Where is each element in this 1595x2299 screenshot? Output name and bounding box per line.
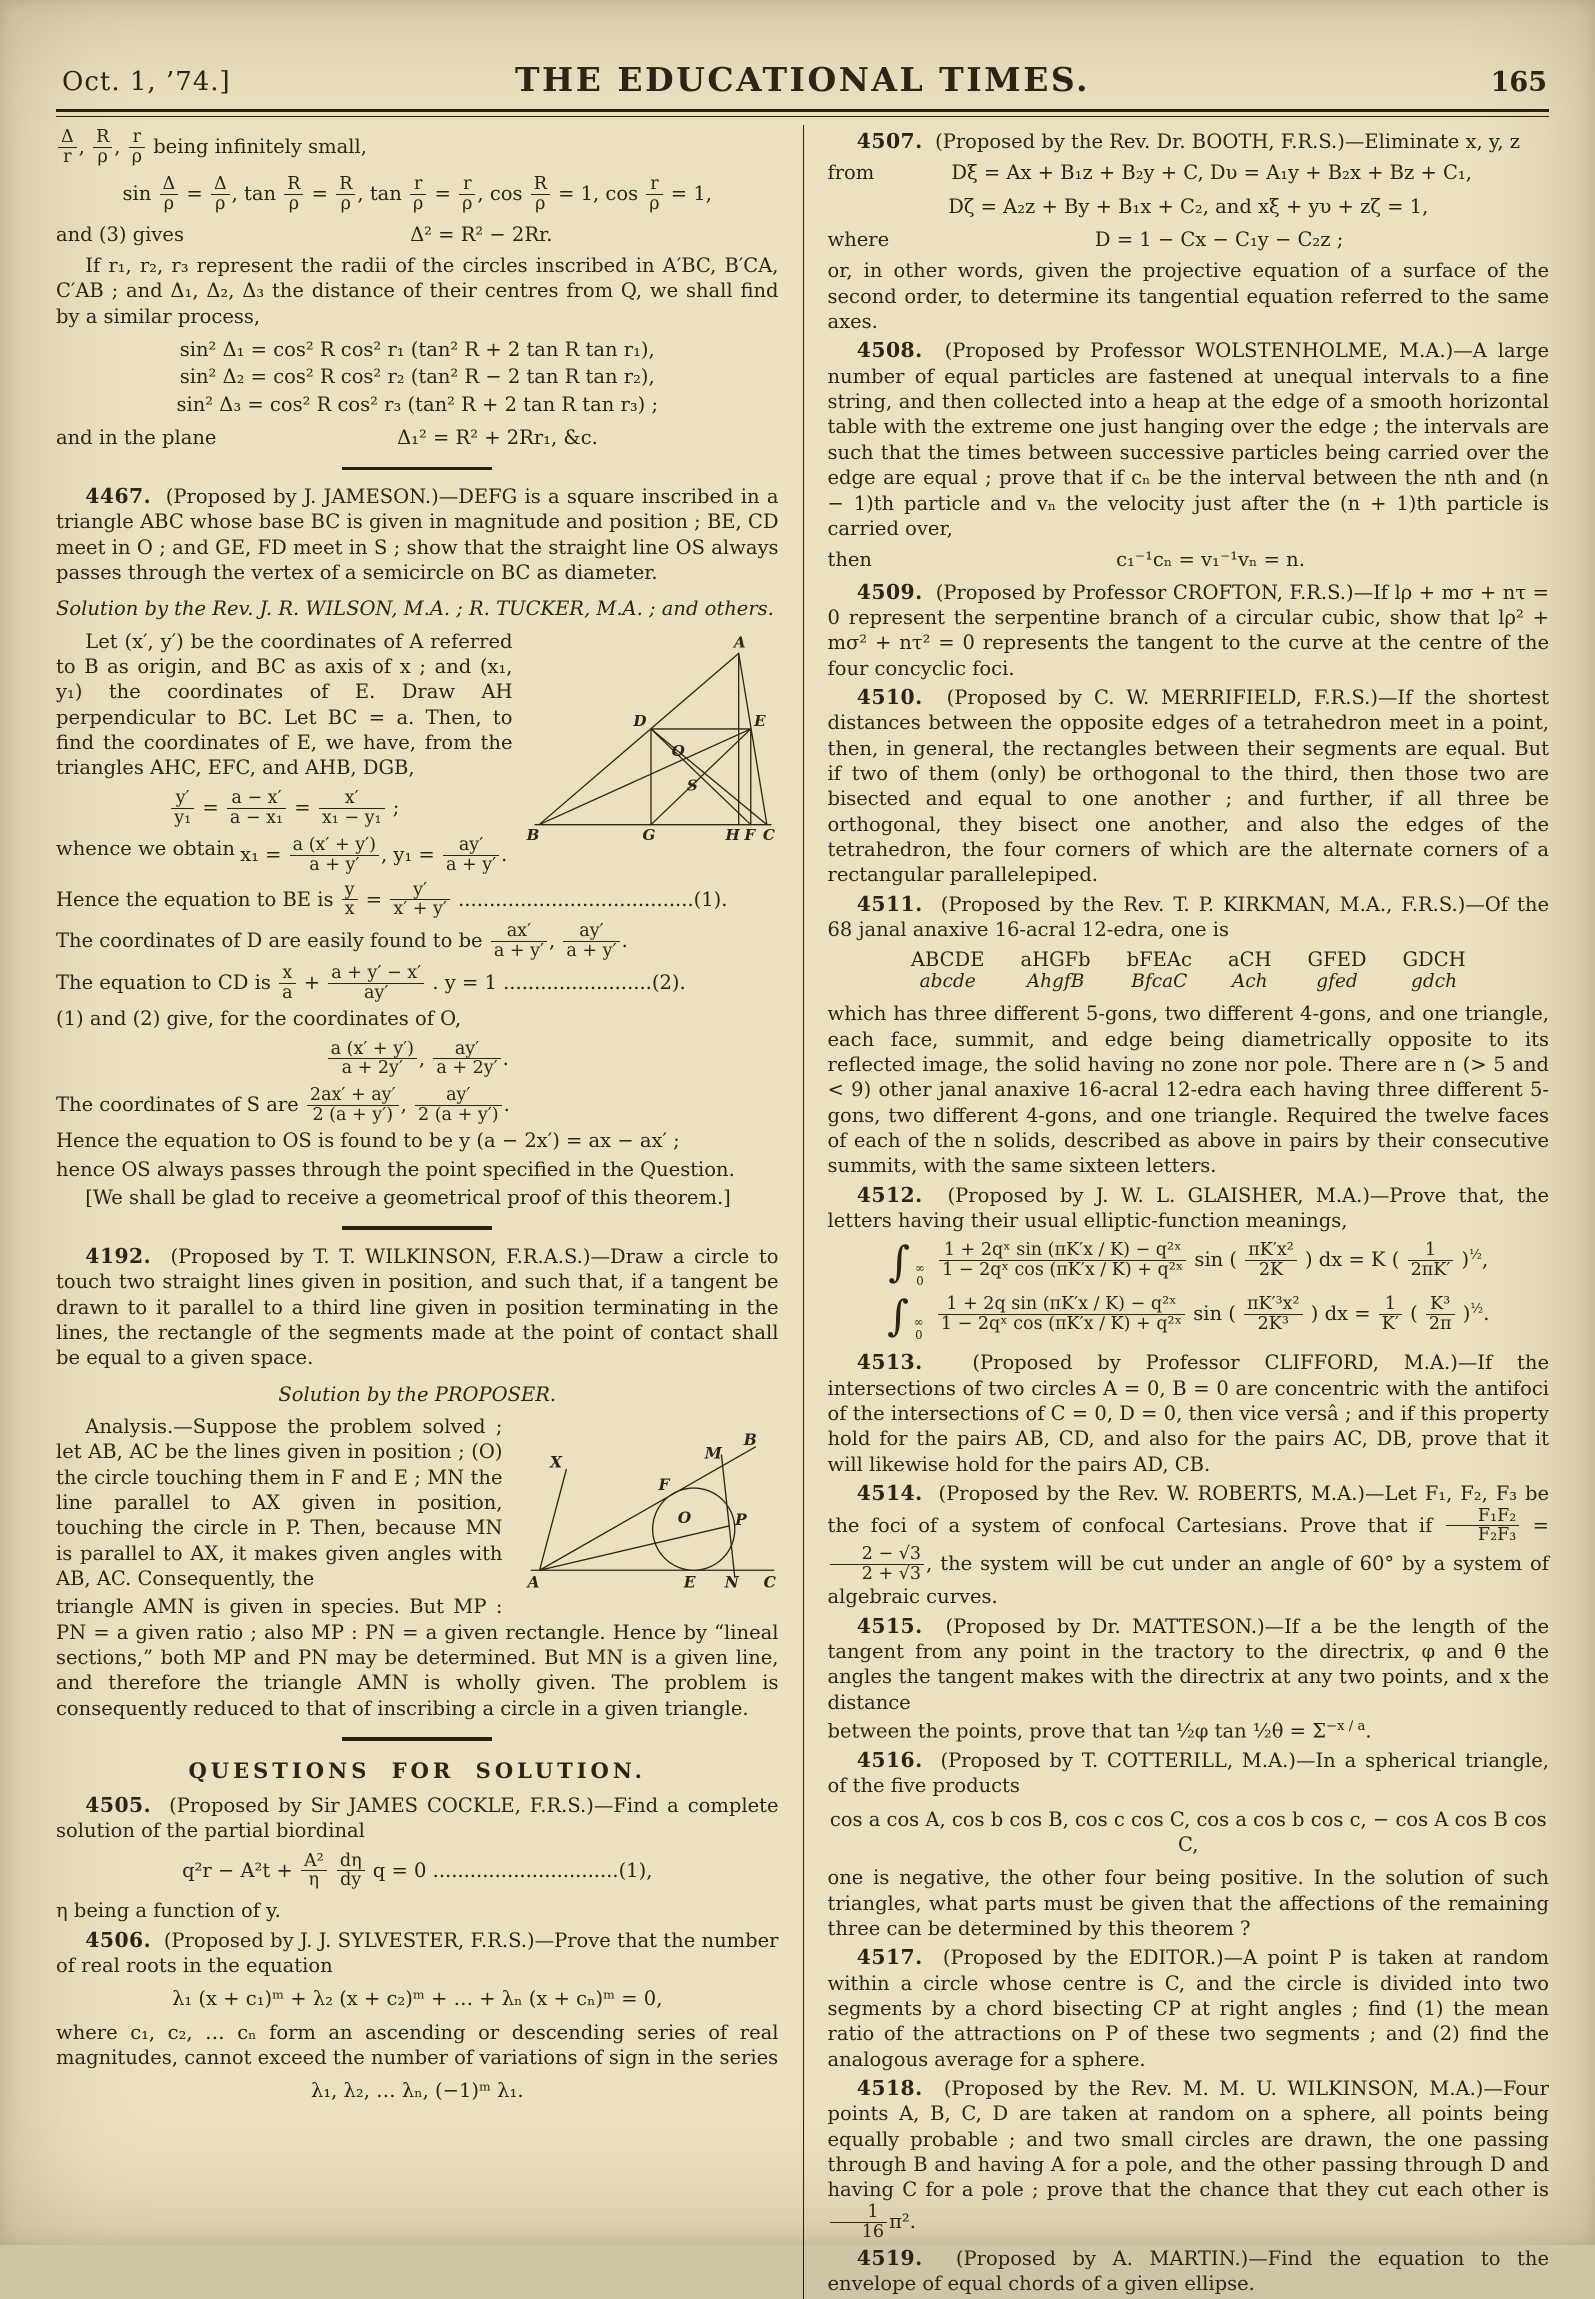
solution-byline: Solution by the Rev. J. R. WILSON, M.A. ; R. TUCKER, M.A. ; and others. — [56, 597, 774, 621]
paragraph: one is negative, the other four being positive. In the solution of such triangles, what parts must be given that the affections of the remaining three can be determined by this theorem ? — [827, 1866, 1549, 1940]
display-equation: ∫ ∞ 0 $\frac{\text{1 + 2q sin (πK′x ∕ K) − q²ˣ}}{\text{1 − 2qˣ cos (πK′x ∕ K) + q²ˣ}}$ sin ( $\frac{\text{πK′³x²}}{\text{2K³}}$ ) dx = $\frac{1}{K'}$ ( $\frac{\text{K³}}{2\pi}$ )$^{\frac{1}{2}}$. — [887, 1290, 1490, 1342]
problem-4514: 4514. (Proposed by the Rev. W. ROBERTS, M.A.)—Let F₁, F₂, F₃ be the foci of a system of confocal Cartesians. Prove that if $\frac{\text{F₁F₂}}{\text{F₂F₃}}$ = $\frac{2 - √3}{2 + √3}$ , the system will be cut under an angle of 60° by a system of algebraic curves. — [827, 1481, 1549, 1609]
point-label-X: X — [549, 1453, 562, 1472]
problem-4508: 4508. (Proposed by Professor WOLSTENHOLME, M.A.)—A large number of equal particles are fastened at unequal intervals to a fine string, and then collected into a heap at the edge of a smooth horizontal table with the extreme one just hanging over the edge ; the intervals are such that the times between successive particles being carried over the edge are equal ; prove that if cₙ be the interval between the nth and (n − 1)th particle and vₙ the velocity just after the (n + 1)th particle is carried over, — [827, 338, 1549, 540]
display-equation: $\frac{a (x' + y')}{a + 2y'}$ , $\frac{ay'}{a + 2y'}$ . — [56, 1040, 779, 1079]
problem-4509: 4509. (Proposed by Professor CROFTON, F.R.S.)—If lρ + mσ + nτ = 0 represent the serpentine branch of a circular cubic, show that lρ² + mσ² + nτ² = 0 represents the tangent to the curve at the centre of the four concyclic foci. — [827, 579, 1549, 680]
paragraph: between the points, prove that tan ½φ tan ½θ = $\Sigma^{-x ∕ a}$. — [827, 1719, 1372, 1743]
display-equation: Dζ = A₂z + By + B₁x + C₂, and xξ + yυ + zζ = 1, — [948, 194, 1429, 218]
problem-4515: 4515. (Proposed by Dr. MATTESON.)—If a be the length of the tangent from any point in the tractory to the directrix, φ and θ the angles the tangent makes with the directrix at any two points, and x the distance — [827, 1613, 1549, 1714]
problem-4506: 4506. (Proposed by J. J. SYLVESTER, F.R.S.)—Prove that the number of real roots in the equation — [56, 1927, 779, 1978]
paragraph: η being a function of y. — [56, 1899, 281, 1923]
vertex-label-B: B — [526, 825, 539, 844]
letter-pair: GDCH gdch — [1402, 948, 1466, 993]
point-label-O: O — [671, 741, 685, 760]
display-equation: sin² Δ₁ = cos² R cos² r₁ (tan² R + 2 tan R tan r₁), sin² Δ₂ = cos² R cos² r₂ (tan² R − 2 tan R tan r₂), sin² Δ₃ = cos² R cos² r₃ (tan² R + 2 tan R tan r₃) ; — [176, 338, 659, 416]
point-label-H: H — [724, 825, 740, 844]
solution-byline: Solution by the PROPOSER. — [278, 1382, 557, 1406]
problem-4467: 4467. (Proposed by J. JAMESON.)—DEFG is a square inscribed in a triangle ABC whose base BC is given in magnitude and position ; BE, CD meet in O ; and GE, FD meet in S ; show that the straight line OS always passes through the vertex of a semicircle on BC as diameter. — [56, 484, 779, 585]
point-label-F: F — [657, 1475, 669, 1494]
paragraph: The equation to CD is $\frac{x}{a}$ + $\frac{a + y' - x'}{ay'}$ . y = 1 ........................(2). — [56, 963, 686, 1004]
labeled-equation: then c₁⁻¹cₙ = v₁⁻¹vₙ = n. — [827, 548, 1305, 572]
point-label-F: F — [743, 825, 755, 844]
problem-4510: 4510. (Proposed by C. W. MERRIFIELD, F.R.S.)—If the shortest distances between the opposite edges of a tetrahedron meet in a point, then, in general, the rectangles between their segments are equal. But if two of them (only) be orthogonal to the third, then those two are bisected and equal to one another ; and further, if all three be orthogonal, they bisect one another, and also the edges of the tetrahedron, the four corners of which are the alternate corners of a rectangular parallelepiped. — [827, 684, 1549, 887]
point-label-N: N — [724, 1573, 739, 1592]
paragraph: hence OS always passes through the point specified in the Question. — [56, 1157, 735, 1181]
point-label-G: G — [642, 825, 655, 844]
point-label-E: E — [753, 711, 766, 730]
right-column — [803, 125, 1550, 2299]
questions-for-solution-heading: QUESTIONS FOR SOLUTION. — [188, 1757, 646, 1783]
kirkman-letter-table — [828, 948, 1550, 993]
paragraph: $\frac{\Delta}{r}$ , $\frac{R}{\rho}$ , $\frac{r}{\rho}$ being infinitely small, — [56, 128, 779, 167]
paragraph: Hence the equation to BE is $\frac{y}{x}$ = $\frac{y'}{x' + y'}$ ......................................(1). — [56, 879, 728, 920]
vertex-label-A: A — [526, 1573, 539, 1592]
letter-pair: bFEAc BfcaC — [1126, 948, 1192, 993]
paragraph: or, in other words, given the projective equation of a surface of the second order, to determine its tangential equation referred to the same axes. — [827, 259, 1549, 334]
page-title: THE EDUCATIONAL TIMES. — [514, 60, 1090, 100]
paragraph: which has three different 5-gons, two different 4-gons, and one triangle, each face, summit, and edge being diametrically opposite to its reflected image, the solid having no zone nor pole. There are n (> 5 and < 9) other janal anaxive 16-acral 12-edra each having three different 5-gons, two different 4-gons, and one triangle. Required the twelve faces of each of the n solids, described as above in pairs by their consecutive summits, with the same sixteen letters. — [827, 1002, 1549, 1178]
paragraph: Hence the equation to OS is found to be y (a − 2x′) = ax − ax′ ; — [56, 1129, 680, 1153]
problem-4518: 4518. (Proposed by the Rev. M. M. U. WILKINSON, M.A.)—Four points A, B, C, D are taken at random on a sphere, all points being equally probable ; and two small circles are drawn, the one passing through B and having A for a pole, and the other passing through D and having C for a pole ; prove that the chance that they cut each other is $\frac{1}{16}$ π². — [827, 2076, 1549, 2242]
problem-4507: 4507. (Proposed by the Rev. Dr. BOOTH, F.R.S.)—Eliminate x, y, z — [856, 129, 1521, 153]
display-equation: sin $\frac{\Delta}{\rho}$ = $\frac{\Delta}{\rho}$ , tan $\frac{R}{\rho}$ = $\frac{R}{\rho}$ , tan $\frac{r}{\rho}$ = $\frac{r}{\rho}$ , cos $\frac{R}{\rho}$ = 1, cos $\frac{r}{\rho}$ = 1, — [122, 173, 712, 214]
problem-4519: 4519. (Proposed by A. MARTIN.)—Find the equation to the envelope of equal chords of a given ellipse. — [827, 2245, 1549, 2295]
labeled-equation: and in the plane Δ₁² = R² + 2Rr₁, &c. — [56, 426, 598, 450]
labeled-equation: where D = 1 − Cx − C₁y − C₂z ; — [827, 228, 1344, 252]
triangle-diagram — [527, 631, 779, 845]
paragraph: Analysis.—Suppose the problem solved ; let AB, AC be the lines given in position ; (O) the circle touching them in F and E ; MN the line parallel to AX given in position, touching the circle in P. Then, because MN is parallel to AX, it makes given angles with AB, AC. Consequently, the — [56, 1414, 503, 1590]
point-label-M: M — [704, 1444, 722, 1463]
paragraph: The coordinates of D are easily found to be $\frac{ax'}{a + y'}$ , $\frac{ay'}{a + y'}$ . — [56, 921, 628, 962]
section-divider — [342, 467, 492, 471]
paragraph: The coordinates of S are $\frac{2ax' + ay'}{2 (a + y')}$ , $\frac{ay'}{2 (a + y')}$ . — [56, 1085, 510, 1126]
problem-4511: 4511. (Proposed by the Rev. T. P. KIRKMAN, M.A., F.R.S.)—Of the 68 janal anaxive 16-acral 12-edra, one is — [827, 891, 1549, 942]
section-divider — [342, 1226, 492, 1230]
paragraph: [We shall be glad to receive a geometrical proof of this theorem.] — [85, 1185, 731, 1209]
point-label-S: S — [686, 776, 698, 795]
point-label-O: O — [677, 1508, 691, 1527]
page-number: 165 — [1490, 66, 1547, 98]
paragraph: (1) and (2) give, for the coordinates of O, — [56, 1007, 462, 1031]
letter-pair: aCH Ach — [1227, 948, 1272, 993]
problem-4512: 4512. (Proposed by J. W. L. GLAISHER, M.A.)—Prove that, the letters having their usual elliptic-function meanings, — [827, 1182, 1549, 1233]
display-equation: λ₁ (x + c₁)ᵐ + λ₂ (x + c₂)ᵐ + … + λₙ (x + cₙ)ᵐ = 0, — [172, 1987, 663, 2011]
header-rule — [56, 109, 1549, 117]
point-label-E: E — [683, 1573, 695, 1592]
display-equation: q²r − A²t + $\frac{\text{A²}}{\eta}$ $\frac{d\eta}{dy}$ q = 0 ..............................(1), — [182, 1850, 653, 1891]
display-equation: ∫ ∞ 0 $\frac{\text{1 + 2qˣ sin (πK′x ∕ K) − q²ˣ}}{\text{1 − 2qˣ cos (πK′x ∕ K) + q²ˣ}}$ sin ( $\frac{\text{πK′x²}}{2K}$ ) dx = K ( $\frac{1}{2\pi K'}$ )$^{\frac{1}{2}}$, — [888, 1236, 1489, 1288]
page-content — [56, 125, 1549, 2299]
letter-pair: GFED gfed — [1307, 948, 1367, 993]
paragraph: where c₁, c₂, … cₙ form an ascending or descending series of real magnitudes, cannot exceed the number of variations of sign in the series — [56, 2020, 779, 2070]
tangent-circle-figure — [517, 1416, 779, 1600]
point-label-C: C — [763, 1573, 776, 1592]
point-label-P: P — [734, 1510, 747, 1529]
section-divider — [342, 1737, 492, 1741]
tangent-circle-diagram — [517, 1416, 779, 1594]
display-equation: cos a cos A, cos b cos B, cos c cos C, cos a cos b cos c, − cos A cos B cos C, — [829, 1807, 1547, 1856]
labeled-equation: whence we obtain x₁ = $\frac{a (x' + y')}{a + y'}$ , y₁ = $\frac{ay'}{a + y'}$ . — [56, 834, 508, 875]
vertex-label-C: C — [762, 825, 775, 844]
labeled-equation: and (3) gives Δ² = R² − 2Rr. — [56, 222, 553, 246]
problem-4517: 4517. (Proposed by the EDITOR.)—A point P is taken at random within a circle whose centre is C, and the circle is divided into two segments by a chord bisecting CP at right angles ; find (1) the mean ratio of the attractions on P of these two segments ; and (2) find the analogous average for a sphere. — [827, 1945, 1549, 2071]
issue-date: Oct. 1, ’74.] — [62, 67, 231, 98]
triangle-figure — [527, 631, 779, 851]
problem-4516: 4516. (Proposed by T. COTTERILL, M.A.)—In a spherical triangle, of the five products — [827, 1747, 1549, 1798]
point-label-D: D — [632, 711, 646, 730]
masthead — [56, 56, 1549, 102]
problem-4505: 4505. (Proposed by Sir JAMES COCKLE, F.R.S.)—Find a complete solution of the partial biordinal — [56, 1792, 779, 1843]
display-equation: $\frac{y'}{\text{y₁}}$ = $\frac{a - x'}{\text{a − x₁}}$ = $\frac{x'}{\text{x₁ − y₁}}$ ; — [56, 789, 779, 828]
paragraph: If r₁, r₂, r₃ represent the radii of the circles inscribed in A′BC, B′CA, C′AB ; and Δ₁, Δ₂, Δ₃ the distance of their centres from Q, we shall find by a similar process, — [56, 254, 779, 328]
point-label-B: B — [743, 1430, 757, 1449]
paragraph: Let (x′, y′) be the coordinates of A referred to B as origin, and BC as axis of x ; and (x₁, y₁) the coordinates of E. Draw AH perpendicular to BC. Let BC = a. Then, to find the coordinates of E, we have, from the triangles AHC, EFC, and AHB, DGB, — [56, 629, 513, 780]
letter-pair: aHGFb AhgfB — [1020, 948, 1091, 993]
vertex-label-A: A — [733, 633, 746, 652]
paragraph: triangle AMN is given in species. But MP : PN = a given ratio ; also MP : PN = a given rectangle. Hence by “lineal sections,” both MP and PN may be determined. But MN is a given line, and therefore the triangle AMN is wholly given. The problem is consequently reduced to that of inscribing a circle in a given triangle. — [56, 1595, 779, 1720]
left-column — [56, 125, 803, 2299]
problem-4192: 4192. (Proposed by T. T. WILKINSON, F.R.A.S.)—Draw a circle to touch two straight lines given in position, and such that, if a tangent be drawn to it parallel to a third line given in position terminating in the lines, the rectangle of the segments made at the point of contact shall be equal to a given space. — [56, 1243, 779, 1370]
labeled-equation: from Dξ = Ax + B₁z + B₂y + C, Dυ = A₁y + B₂x + Bz + C₁, — [827, 161, 1472, 185]
letter-pair: ABCDE abcde — [910, 948, 985, 993]
display-equation: λ₁, λ₂, … λₙ, (−1)ᵐ λ₁. — [310, 2079, 524, 2103]
problem-4513: 4513. (Proposed by Professor CLIFFORD, M.A.)—If the intersections of two circles A = 0, B = 0 are concentric with the antifoci of the intersections of C = 0, D = 0, then vice versâ ; and if this property hold for the pairs AB, CD, and also for the pairs AC, DB, prove that it will likewise hold for the pairs AD, CB. — [827, 1350, 1549, 1476]
